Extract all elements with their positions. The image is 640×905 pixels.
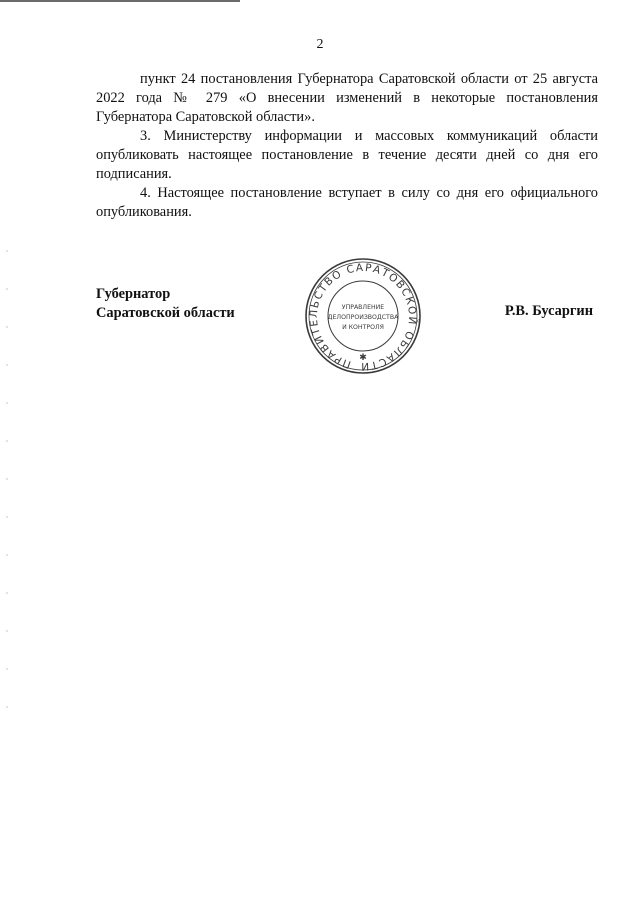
paragraph-item-3: 3. Министерству информации и массовых коммуникаций области опубликовать настоящее постановление в течение десяти дней со дня его подписания. <box>96 128 598 182</box>
signer-position-line-2: Саратовской области <box>96 305 235 321</box>
seal-ring-text: ПРАВИТЕЛЬСТВО САРАТОВСКОЙ ОБЛАСТИ <box>307 261 419 373</box>
paragraph-item-4: 4. Настоящее постановление вступает в силу со дня его официального опубликования. <box>96 185 598 220</box>
signer-position <box>96 285 235 323</box>
signer-position-line-1: Губернатор <box>96 286 171 302</box>
scan-edge-marks <box>6 250 8 730</box>
seal-star-icon: ✱ <box>359 353 367 363</box>
seal-center-line-3: И КОНТРОЛЯ <box>342 324 384 331</box>
signer-name: Р.В. Бусаргин <box>504 303 593 319</box>
seal-center-line-1: УПРАВЛЕНИЕ <box>341 304 385 311</box>
official-seal-stamp <box>301 257 425 375</box>
top-edge-rule <box>0 0 240 2</box>
page-number: 2 <box>316 37 324 52</box>
seal-center-line-2: ДЕЛОПРОИЗВОДСТВА <box>327 314 399 321</box>
document-body <box>96 70 598 222</box>
paragraph-continuation: пункт 24 постановления Губернатора Саратовской области от 25 августа 2022 года № 279 «О внесении изменений в некоторые постановления Губернатора Саратовской области». <box>96 71 598 125</box>
